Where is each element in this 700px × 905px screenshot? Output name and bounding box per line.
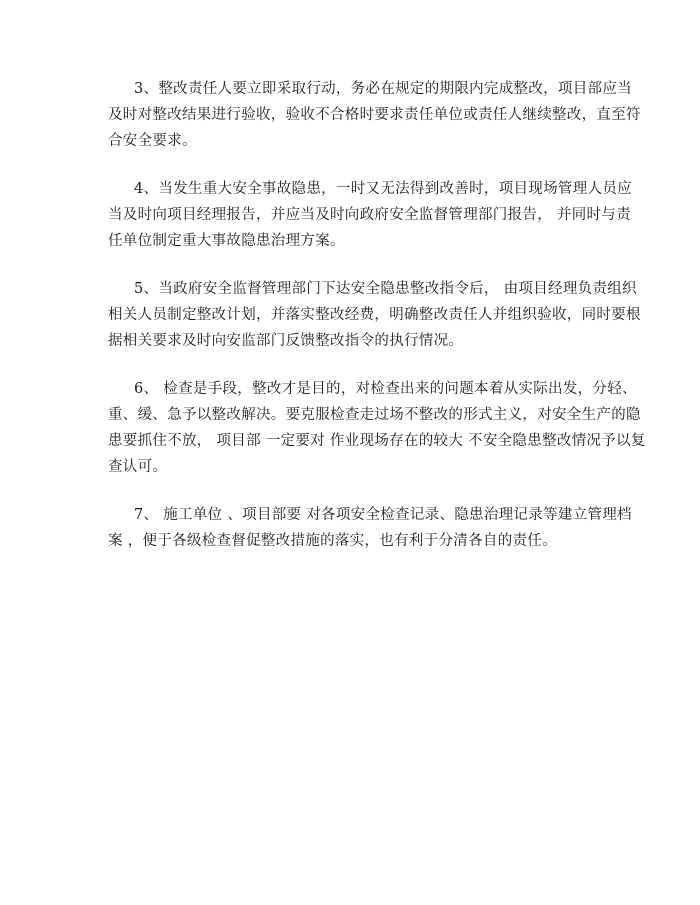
paragraph-line: 案 ，便于各级检查督促整改措施的落实，也有利于分清各自的责任。 bbox=[108, 533, 557, 549]
document-body bbox=[108, 76, 646, 576]
paragraph-line: 5、当政府安全监督管理部门下达安全隐患整改指令后， 由项目经理负责组织 bbox=[134, 281, 637, 297]
paragraph-line: 6、 检查是手段，整改才是目的，对检查出来的问题本着从实际出发，分轻、 bbox=[134, 381, 637, 397]
paragraph-line: 7、 施工单位 、项目部要 对各项安全检查记录、隐患治理记录等建立管理档 bbox=[134, 507, 632, 523]
paragraph-line: 查认可。 bbox=[108, 459, 168, 475]
paragraph-4 bbox=[108, 176, 632, 254]
paragraph-line: 3、整改责任人要立即采取行动，务必在规定的期限内完成整改，项目部应当 bbox=[134, 81, 632, 97]
paragraph-7 bbox=[108, 502, 632, 554]
paragraph-line: 重、缓、急予以整改解决。要克服检查走过场不整改的形式主义，对安全生产的隐 bbox=[108, 407, 641, 423]
paragraph-line: 合安全要求。 bbox=[108, 133, 197, 149]
paragraph-line: 据相关要求及时向安监部门反馈整改指令的执行情况。 bbox=[108, 333, 464, 349]
paragraph-5 bbox=[108, 276, 641, 354]
paragraph-line: 当及时向项目经理报告，并应当及时向政府安全监督管理部门报告， 并同时与责 bbox=[108, 207, 631, 223]
paragraph-line: 4、当发生重大安全事故隐患，一时又无法得到改善时，项目现场管理人员应 bbox=[134, 181, 632, 197]
paragraph-6 bbox=[108, 376, 646, 480]
paragraph-line: 患要抓住不放， 项目部 一定要对 作业现场存在的较大 不安全隐患整改情况予以复 bbox=[108, 433, 646, 449]
paragraph-line: 任单位制定重大事故隐患治理方案。 bbox=[108, 233, 345, 249]
paragraph-line: 相关人员制定整改计划，并落实整改经费，明确整改责任人并组织验收，同时要根 bbox=[108, 307, 641, 323]
paragraph-3 bbox=[108, 76, 641, 154]
paragraph-line: 及时对整改结果进行验收，验收不合格时要求责任单位或责任人继续整改，直至符 bbox=[108, 107, 641, 123]
